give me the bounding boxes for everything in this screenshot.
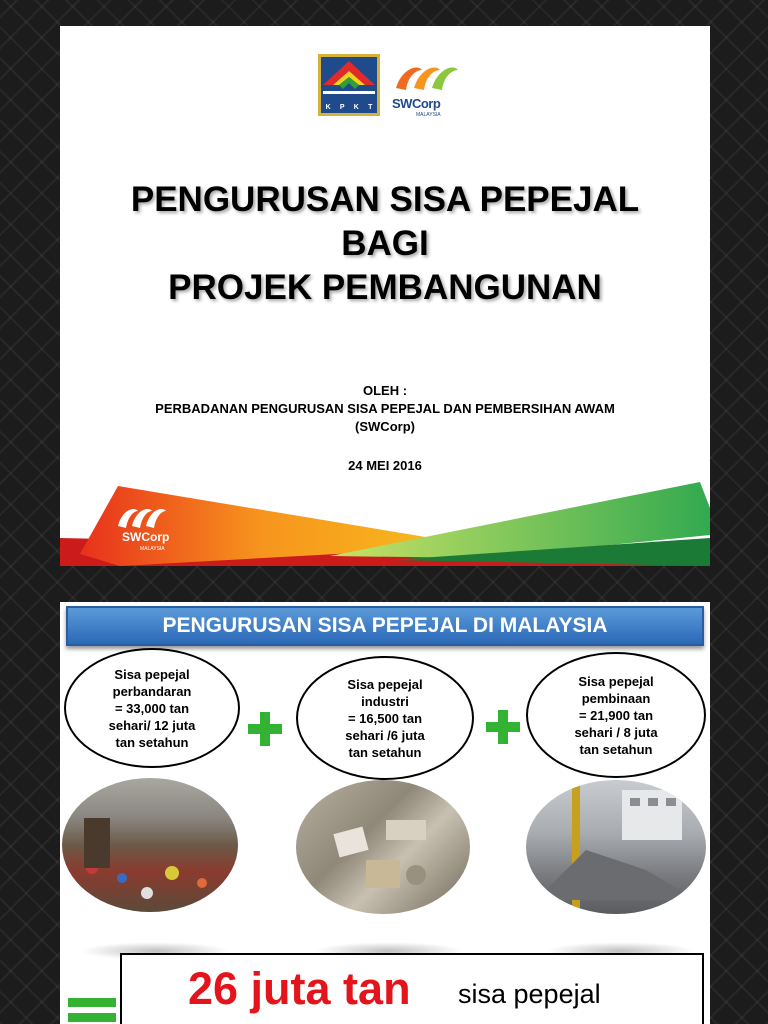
bubble-line: tan setahun bbox=[115, 734, 189, 750]
kpkt-letter: T bbox=[368, 104, 373, 111]
bubble-line: tan setahun bbox=[348, 744, 422, 760]
bubble-line: tan setahun bbox=[579, 741, 653, 757]
bubble-line: pembinaan bbox=[581, 690, 651, 706]
slide-header: PENGURUSAN SISA PEPEJAL DI MALAYSIA bbox=[66, 606, 704, 646]
industrial-waste-photo bbox=[296, 780, 470, 914]
equals-icon bbox=[68, 998, 116, 1024]
waste-category-bubble bbox=[296, 656, 474, 780]
plus-icon bbox=[246, 710, 284, 748]
content-slide bbox=[60, 602, 710, 1024]
bubble-line: Sisa pepejal bbox=[347, 676, 423, 692]
bubble-line: Sisa pepejal bbox=[578, 673, 654, 689]
kpkt-letter: K bbox=[353, 104, 359, 111]
presenter-block bbox=[60, 382, 710, 436]
bubble-line: = 16,500 tan bbox=[347, 710, 423, 726]
title-line: PENGURUSAN SISA PEPEJAL bbox=[130, 180, 640, 219]
bubble-line: sehari /6 juta bbox=[345, 727, 425, 743]
presentation-title bbox=[60, 178, 710, 310]
total-waste-amount: 26 juta tan bbox=[188, 963, 411, 1014]
logo-group bbox=[318, 54, 478, 149]
title-slide bbox=[60, 26, 710, 566]
organization-short: (SWCorp) bbox=[355, 419, 415, 434]
bubble-line: industri bbox=[361, 693, 409, 709]
municipal-waste-photo bbox=[62, 778, 238, 912]
construction-waste-photo bbox=[526, 780, 706, 914]
organization-name: PERBADANAN PENGURUSAN SISA PEPEJAL DAN PEMBERSIHAN AWAM bbox=[155, 401, 615, 416]
bubble-line: Sisa pepejal bbox=[114, 666, 190, 682]
bubble-line: sehari/ 12 juta bbox=[108, 717, 196, 733]
bubble-line: perbandaran bbox=[112, 683, 192, 699]
footer-logo-subtext: MALAYSIA bbox=[140, 546, 165, 552]
bubble-line: = 33,000 tan bbox=[114, 700, 190, 716]
bubble-line: sehari / 8 juta bbox=[574, 724, 658, 740]
waste-category-bubble bbox=[64, 648, 240, 768]
plus-icon bbox=[484, 708, 522, 746]
oleh-label: OLEH : bbox=[362, 383, 408, 398]
kpkt-letter: K bbox=[325, 104, 331, 111]
total-waste-box bbox=[120, 953, 704, 1024]
total-waste-label: sisa pepejal bbox=[458, 979, 601, 1009]
title-line: PROJEK PEMBANGUNAN bbox=[168, 268, 602, 307]
waste-category-bubble bbox=[526, 652, 706, 778]
presentation-date: 24 MEI 2016 bbox=[348, 458, 422, 473]
title-line: BAGI bbox=[341, 224, 429, 263]
swcorp-logo-text: SWCorp bbox=[392, 96, 441, 111]
footer-logo-text: SWCorp bbox=[122, 530, 170, 544]
kpkt-letter: P bbox=[339, 104, 345, 111]
footer-swcorp-icon bbox=[114, 502, 174, 532]
kpkt-logo bbox=[318, 54, 380, 116]
swcorp-logo-subtext: MALAYSIA bbox=[416, 112, 441, 118]
bubble-line: = 21,900 tan bbox=[578, 707, 654, 723]
